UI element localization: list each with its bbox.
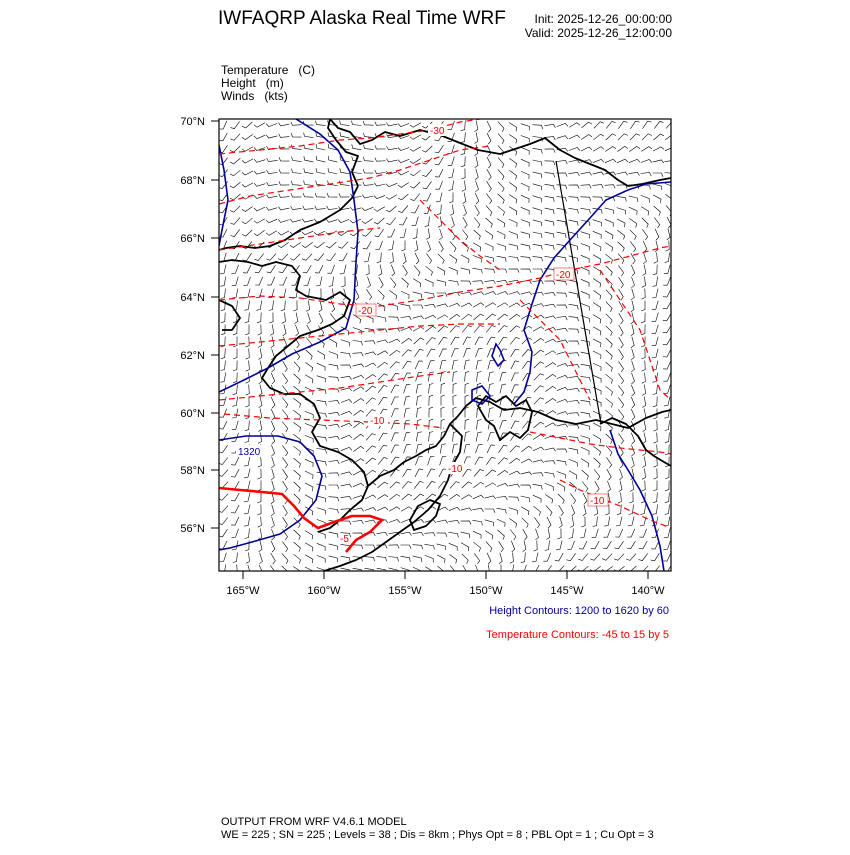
temp-label-7: -5 [340, 534, 349, 545]
temp-label-4: -10 [370, 416, 385, 427]
lat-label-56: 56°N [180, 523, 205, 535]
field-winds-unit: (kts) [264, 89, 288, 103]
lon-label-145: 145°W [550, 585, 584, 597]
lon-axis [226, 571, 665, 597]
field-height-name: Height [221, 76, 256, 90]
temp-label-5: -10 [590, 496, 605, 507]
map-title: IWFAQRP Alaska Real Time WRF [218, 8, 506, 29]
height-label-1: 1320 [238, 447, 261, 458]
init-time: Init: 2025-12-26_00:00:00 [534, 12, 672, 26]
footer-config: WE = 225 ; SN = 225 ; Levels = 38 ; Dis = 8km ; Phys Opt = 8 ; PBL Opt = 1 ; Cu Opt = 3 [221, 829, 654, 841]
lat-label-70: 70°N [180, 116, 205, 128]
legend-height: Height Contours: 1200 to 1620 by 60 [489, 605, 669, 617]
temp-label-2: -20 [556, 270, 571, 281]
temp-label-6: -10 [448, 464, 463, 475]
valid-time: Valid: 2025-12-26_12:00:00 [524, 26, 672, 40]
field-height-unit: (m) [265, 76, 284, 90]
legend-temperature: Temperature Contours: -45 to 15 by 5 [486, 629, 669, 641]
field-temperature-unit: (C) [298, 63, 316, 77]
temp-label-3: -20 [358, 306, 373, 317]
lon-label-150: 150°W [469, 585, 503, 597]
lat-label-62: 62°N [180, 350, 205, 362]
lon-label-160: 160°W [307, 585, 341, 597]
lon-label-165: 165°W [226, 585, 260, 597]
footer-model: OUTPUT FROM WRF V4.6.1 MODEL [221, 816, 407, 828]
lon-label-140: 140°W [631, 585, 665, 597]
lat-label-66: 66°N [180, 233, 205, 245]
lat-label-68: 68°N [180, 175, 205, 187]
lat-label-60: 60°N [180, 408, 205, 420]
temp-label-1: -30 [430, 126, 445, 137]
lat-label-64: 64°N [180, 292, 205, 304]
lat-label-58: 58°N [180, 465, 205, 477]
field-temperature-name: Temperature [221, 63, 289, 77]
field-winds-name: Winds [221, 89, 255, 103]
lat-axis [180, 116, 219, 535]
lon-label-155: 155°W [388, 585, 422, 597]
